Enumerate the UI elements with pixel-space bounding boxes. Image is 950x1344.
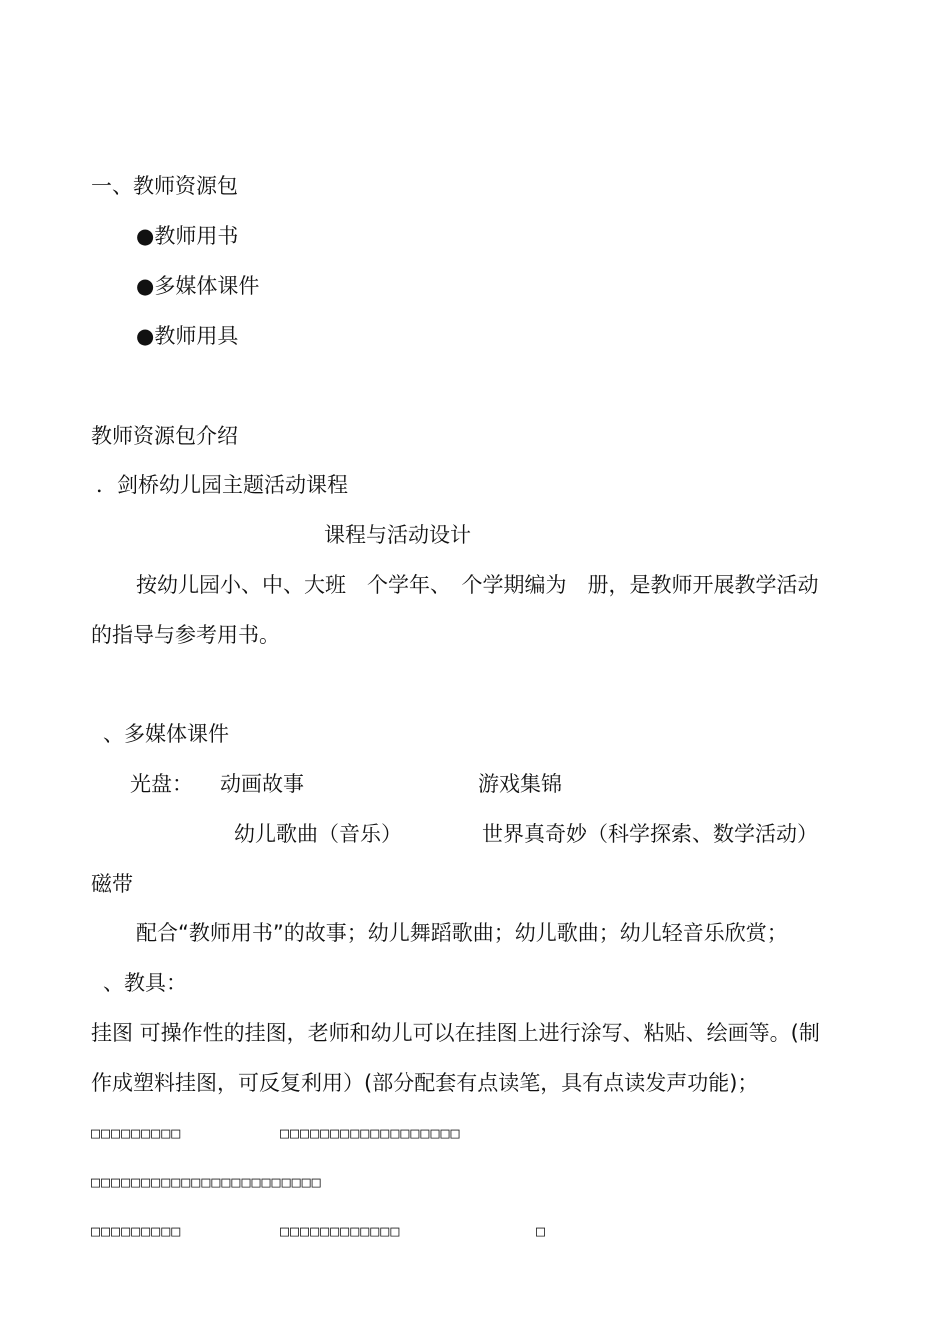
garbled-text-row-3c: □ [536, 1222, 547, 1240]
intro-item-cambridge-course: ．剑桥幼儿园主题活动课程 [96, 473, 348, 497]
teaching-tools-line-1: 挂图 可操作性的挂图，老师和幼儿可以在挂图上进行涂写、粘贴、绘画等。(制 [91, 1021, 820, 1045]
garbled-text-row-3a: □□□□□□□□□ [91, 1222, 182, 1240]
teaching-tools-line-2: 作成塑料挂图，可反复利用）(部分配套有点读笔，具有点读发声功能)； [91, 1071, 759, 1095]
garbled-text-row-1a: □□□□□□□□□ [91, 1124, 182, 1142]
multimedia-heading: 、多媒体课件 [103, 722, 229, 746]
intro-title: 教师资源包介绍 [91, 424, 238, 448]
intro-paragraph-line-2: 的指导与参考用书。 [91, 623, 280, 647]
tape-label: 磁带 [91, 872, 133, 896]
section-heading-teacher-pack: 一、教师资源包 [91, 174, 238, 198]
intro-paragraph-line-1: 按幼儿园小、中、大班 个学年、 个学期编为 册，是教师开展教学活动 [136, 573, 819, 597]
garbled-text-row-3b: □□□□□□□□□□□□ [280, 1222, 401, 1240]
bullet-teacher-book: ●教师用书 [136, 224, 239, 248]
garbled-text-row-1b: □□□□□□□□□□□□□□□□□□ [280, 1124, 461, 1142]
garbled-text-row-2: □□□□□□□□□□□□□□□□□□□□□□□ [91, 1173, 322, 1191]
tape-description: 配合“教师用书”的故事；幼儿舞蹈歌曲；幼儿歌曲；幼儿轻音乐欣赏； [136, 921, 788, 945]
bullet-multimedia-courseware: ●多媒体课件 [136, 274, 260, 298]
disc-label: 光盘： [130, 772, 193, 796]
disc-item-game-collection: 游戏集锦 [478, 772, 562, 796]
disc-item-children-songs: 幼儿歌曲（音乐） [234, 822, 402, 846]
bullet-teacher-tools: ●教师用具 [136, 324, 239, 348]
disc-item-animated-stories: 动画故事 [220, 772, 304, 796]
teaching-tools-heading: 、教具： [103, 971, 187, 995]
disc-item-wonderful-world: 世界真奇妙（科学探索、数学活动） [482, 822, 818, 846]
intro-subtitle: 课程与活动设计 [324, 523, 471, 547]
